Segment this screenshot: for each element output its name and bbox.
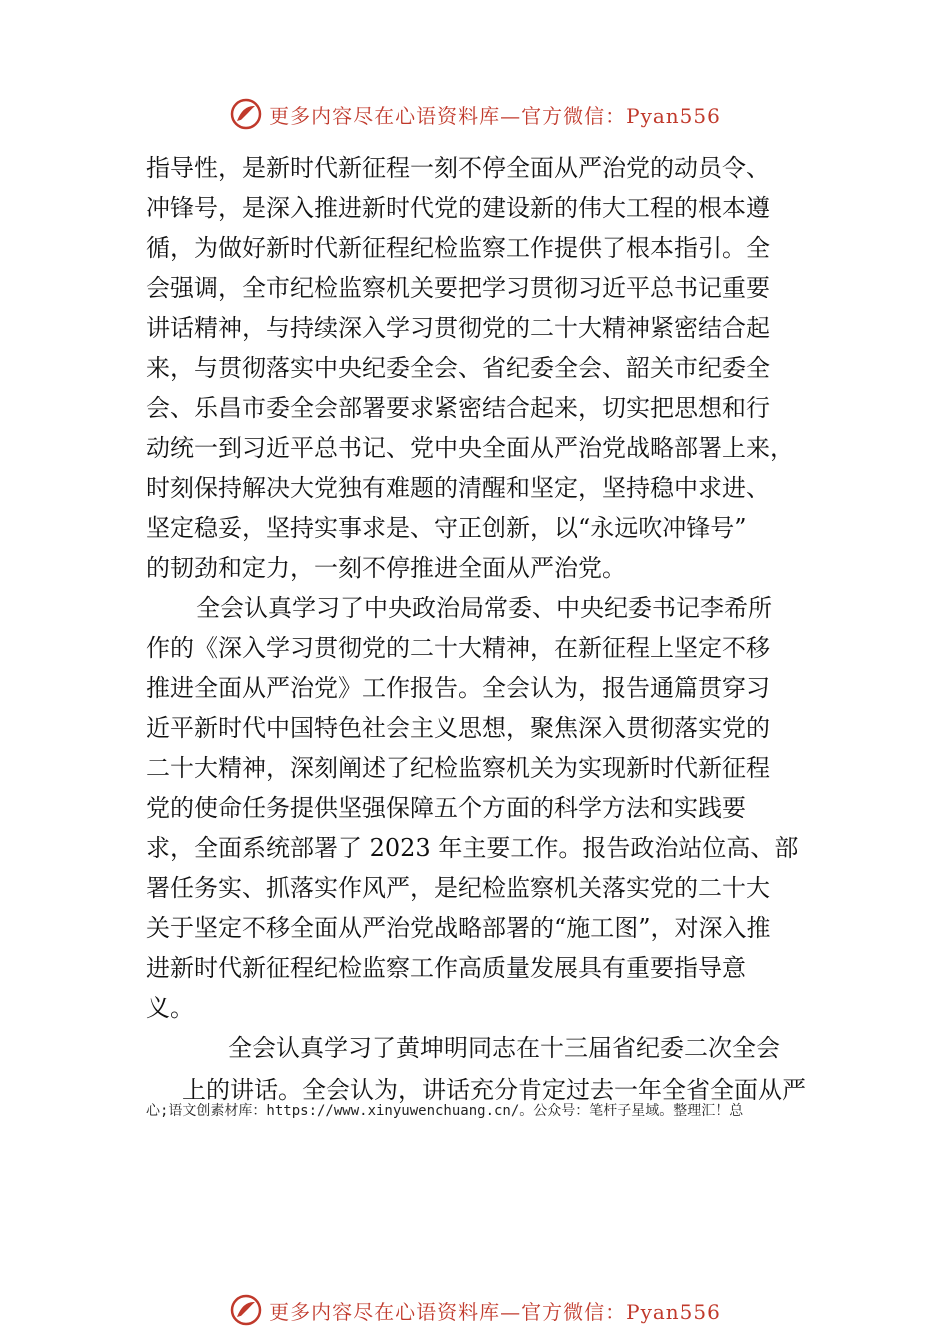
banner-text [269, 1296, 721, 1325]
paragraph-1-line-5: 讲话精神，与持续深入学习贯彻党的二十大精神紧密结合起 [146, 314, 770, 342]
paragraph-2-line-1: 全会认真学习了中央政治局常委、中央纪委书记李希所 [196, 594, 772, 622]
banner-id: Pyan556 [626, 103, 721, 128]
paragraph-2-line-7: 求，全面系统部署了 2023 年主要工作。报告政治站位高、部 [146, 834, 799, 862]
paragraph-1 [146, 148, 806, 588]
paragraph-1-line-7: 会、乐昌市委全会部署要求紧密结合起来，切实把思想和行 [146, 394, 770, 422]
banner-main: 更多内容尽在心语资料库 [269, 103, 501, 128]
paragraph-1-line-6: 来，与贯彻落实中央纪委全会、省纪委全会、韶关市纪委全 [146, 354, 770, 382]
header-banner [0, 92, 950, 136]
paragraph-1-line-3: 循，为做好新时代新征程纪检监察工作提供了根本指引。全 [146, 234, 770, 262]
paragraph-2-line-6: 党的使命任务提供坚强保障五个方面的科学方法和实践要 [146, 794, 746, 822]
paragraph-2-line-10: 进新时代新征程纪检监察工作高质量发展具有重要指导意 [146, 954, 746, 982]
paragraph-1-line-9: 时刻保持解决大党独有难题的清醒和坚定，坚持稳中求进、 [146, 474, 770, 502]
paragraph-1-line-8: 动统一到习近平总书记、党中央全面从严治党战略部署上来， [146, 434, 794, 462]
banner-id: Pyan556 [626, 1299, 721, 1324]
paragraph-2 [146, 588, 806, 1028]
footer-banner [0, 1288, 950, 1332]
paragraph-2-line-8: 署任务实、抓落实作风严，是纪检监察机关落实党的二十大 [146, 874, 770, 902]
paragraph-1-line-10: 坚定稳妥，坚持实事求是、守正创新，以“永远吹冲锋号” [146, 514, 747, 542]
paragraph-2-line-5: 二十大精神，深刻阐述了纪检监察机关为实现新时代新征程 [146, 754, 770, 782]
banner-text [269, 100, 721, 129]
logo-icon [229, 97, 263, 131]
banner-main: 更多内容尽在心语资料库 [269, 1299, 501, 1324]
banner-sep: — [500, 103, 522, 128]
banner-wechat: 官方微信： [521, 1299, 627, 1324]
paragraph-2-line-3: 推进全面从严治党》工作报告。全会认为，报告通篇贯穿习 [146, 674, 770, 702]
paragraph-1-line-11: 的韧劲和定力，一刻不停推进全面从严治党。 [146, 554, 626, 582]
paragraph-3-line-1: 全会认真学习了黄坤明同志在十三届省纪委二次全会 [228, 1034, 780, 1062]
banner-sep: — [500, 1299, 522, 1324]
paragraph-3-line-2: 上的讲话。全会认为，讲话充分肯定过去一年全省全面从严 [182, 1076, 806, 1104]
source-note: 心;语文创素材库：https://www.xinyuwenchuang.cn/。公众号：笔杆子星域。整理汇！总 [146, 1103, 744, 1119]
paragraph-2-line-11: 义。 [146, 994, 194, 1022]
paragraph-1-line-4: 会强调，全市纪检监察机关要把学习贯彻习近平总书记重要 [146, 274, 770, 302]
paragraph-2-line-2: 作的《深入学习贯彻党的二十大精神，在新征程上坚定不移 [146, 634, 770, 662]
logo-icon [229, 1293, 263, 1327]
paragraph-2-line-4: 近平新时代中国特色社会主义思想，聚焦深入贯彻落实党的 [146, 714, 770, 742]
document-body [146, 148, 806, 1110]
paragraph-3 [146, 1028, 806, 1110]
banner-wechat: 官方微信： [521, 103, 627, 128]
paragraph-2-line-9: 关于坚定不移全面从严治党战略部署的“施工图”，对深入推 [146, 914, 771, 942]
paragraph-1-line-2: 冲锋号，是深入推进新时代党的建设新的伟大工程的根本遵 [146, 194, 770, 222]
paragraph-1-line-1: 指导性，是新时代新征程一刻不停全面从严治党的动员令、 [146, 154, 770, 182]
